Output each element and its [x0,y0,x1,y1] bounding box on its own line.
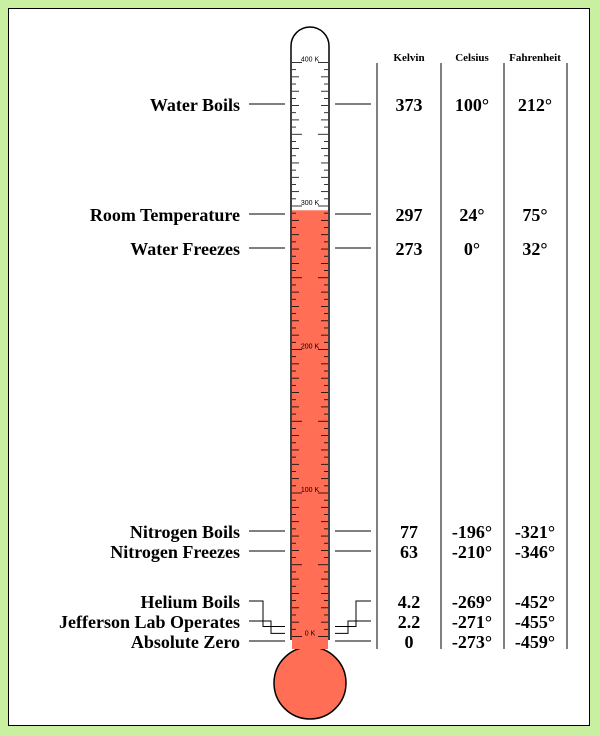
row-fahrenheit: -346° [514,542,556,562]
mercury-column [292,210,328,649]
row-label: Water Boils [149,95,240,115]
row-label: Helium Boils [140,592,240,612]
column-header-kelvin: Kelvin [393,52,425,64]
scale-tick-label: 200 K [300,343,320,351]
thermometer [274,27,346,719]
thermometer-bulb [274,647,346,719]
row-celsius: -196° [451,522,493,542]
row-kelvin: 63 [400,542,418,562]
row-label: Nitrogen Boils [129,522,240,542]
leader-line [335,621,371,633]
row-fahrenheit: -452° [514,592,556,612]
row-fahrenheit: -455° [514,612,556,632]
column-header-fahrenheit: Fahrenheit [509,52,561,64]
scale-tick-label: 300 K [300,200,320,207]
scale-tick-label: 100 K [300,487,320,494]
row-label: Jefferson Lab Operates [59,612,240,632]
leader-line [249,621,285,633]
scale-tick-label: 0 K [304,630,316,638]
row-fahrenheit: 32° [522,239,548,259]
row-celsius: -271° [451,612,493,632]
column-header-celsius: Celsius [455,52,489,64]
row-celsius: 0° [463,239,481,259]
row-fahrenheit: 212° [517,95,553,115]
row-kelvin: 77 [400,522,418,542]
row-celsius: -273° [451,632,493,652]
row-celsius: 24° [459,205,485,225]
scale-tick-label: 400 K [300,56,320,64]
row-label: Room Temperature [89,205,240,225]
row-label: Absolute Zero [130,632,240,652]
leader-line [335,601,371,626]
row-celsius: -210° [451,542,493,562]
row-label: Water Freezes [130,239,240,259]
row-fahrenheit: -459° [514,632,556,652]
leader-line [249,601,285,626]
row-kelvin: 0 [404,632,414,652]
row-kelvin: 4.2 [397,592,421,612]
row-kelvin: 2.2 [397,612,421,632]
row-celsius: 100° [454,95,490,115]
row-kelvin: 297 [395,205,423,225]
row-fahrenheit: -321° [514,522,556,542]
row-kelvin: 373 [395,95,423,115]
row-kelvin: 273 [395,239,423,259]
row-label: Nitrogen Freezes [110,542,240,562]
row-fahrenheit: 75° [522,205,548,225]
row-celsius: -269° [451,592,493,612]
